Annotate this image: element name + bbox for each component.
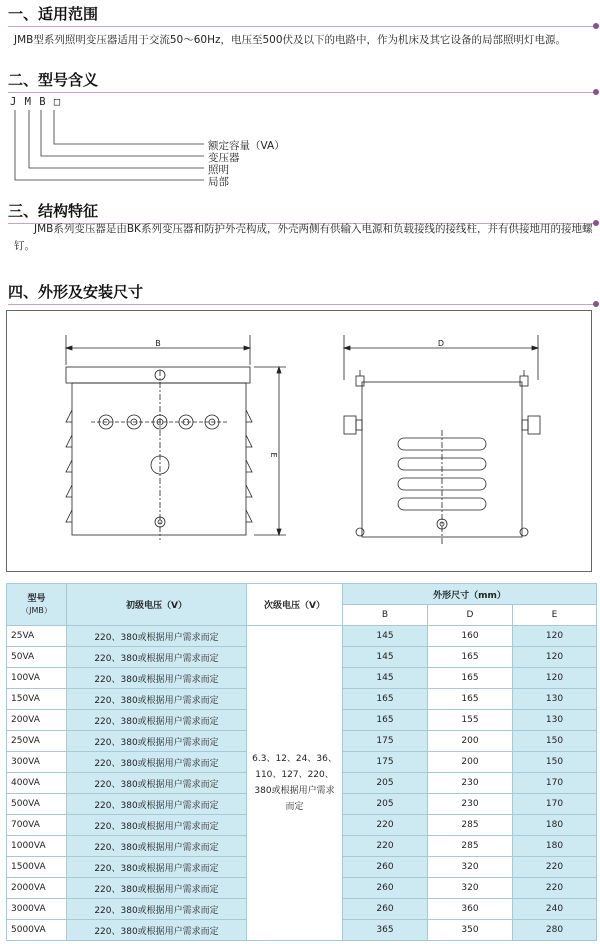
table-row: [7, 626, 597, 647]
table-cell: 260: [343, 857, 428, 878]
table-cell: 220: [513, 878, 597, 899]
section-title: 四、外形及安装尺寸: [8, 283, 144, 301]
table-cell: 220、380或根据用户需求而定: [67, 794, 247, 815]
table-cell: 120: [513, 668, 597, 689]
divider: [8, 26, 596, 27]
table-cell: 25VA: [7, 626, 67, 647]
table-cell: 220、380或根据用户需求而定: [67, 815, 247, 836]
label-local: 局部: [208, 176, 229, 188]
scope-text: JMB型系列照明变压器适用于交流50～60Hz，电压至500伏及以下的电路中，作为机床及其它设备的局部照明灯电源。: [14, 34, 567, 46]
table-cell: 145: [343, 647, 428, 668]
table-cell: 220、380或根据用户需求而定: [67, 773, 247, 794]
table-cell: 200: [428, 731, 513, 752]
table-cell: 280: [513, 920, 597, 941]
table-cell: 1500VA: [7, 857, 67, 878]
structure-text: [14, 221, 596, 255]
table-cell: 320: [428, 857, 513, 878]
table-cell: 230: [428, 794, 513, 815]
dimension-drawing: [6, 310, 592, 572]
table-cell: 220、380或根据用户需求而定: [67, 857, 247, 878]
table-cell: 180: [513, 836, 597, 857]
table-cell: 240: [513, 899, 597, 920]
spec-table: [6, 583, 597, 941]
header-model-sub: （JMB）: [21, 605, 52, 615]
header-d: D: [428, 605, 513, 626]
section-dimensions: [8, 282, 596, 306]
table-cell: 170: [513, 773, 597, 794]
table-cell: 120: [513, 626, 597, 647]
divider: [8, 92, 596, 93]
model-code: J M B □: [10, 96, 62, 108]
table-cell: 260: [343, 878, 428, 899]
table-cell: 205: [343, 794, 428, 815]
section-title: 二、型号含义: [8, 71, 99, 89]
table-cell: 285: [428, 836, 513, 857]
dim-b-label: B: [155, 339, 161, 348]
table-cell: 130: [513, 689, 597, 710]
dim-d-label: D: [437, 339, 445, 348]
section-title: 三、结构特征: [8, 202, 99, 220]
table-cell: 360: [428, 899, 513, 920]
table-cell: 220: [513, 857, 597, 878]
dim-e-label: E: [269, 452, 278, 458]
table-cell: 100VA: [7, 668, 67, 689]
table-cell: 220、380或根据用户需求而定: [67, 731, 247, 752]
table-cell: 165: [428, 668, 513, 689]
table-cell: 230: [428, 773, 513, 794]
table-cell: 320: [428, 878, 513, 899]
table-cell: 6.3、12、24、36、110、127、220、380或根据用户需求而定: [247, 626, 343, 941]
table-cell: 220、380或根据用户需求而定: [67, 920, 247, 941]
table-cell: 145: [343, 668, 428, 689]
header-model: [7, 584, 67, 626]
table-cell: 145: [343, 626, 428, 647]
section-title: 一、适用范围: [8, 5, 99, 23]
table-cell: 220、380或根据用户需求而定: [67, 752, 247, 773]
section-scope: [8, 4, 596, 52]
table-cell: 400VA: [7, 773, 67, 794]
table-cell: 220、380或根据用户需求而定: [67, 626, 247, 647]
table-cell: 175: [343, 752, 428, 773]
table-cell: 1000VA: [7, 836, 67, 857]
section-model-meaning: [8, 70, 596, 188]
header-b: B: [343, 605, 428, 626]
table-cell: 285: [428, 815, 513, 836]
table-cell: 5000VA: [7, 920, 67, 941]
label-capacity: 额定容量（VA）: [208, 140, 285, 152]
table-cell: 150VA: [7, 689, 67, 710]
table-cell: 165: [343, 710, 428, 731]
header-secondary: 次级电压（V）: [247, 584, 343, 626]
table-cell: 200VA: [7, 710, 67, 731]
table-cell: 150: [513, 752, 597, 773]
table-cell: 165: [343, 689, 428, 710]
table-cell: 220: [343, 815, 428, 836]
table-cell: 220、380或根据用户需求而定: [67, 878, 247, 899]
table-cell: 350: [428, 920, 513, 941]
table-cell: 365: [343, 920, 428, 941]
label-transformer: 变压器: [208, 152, 240, 164]
table-cell: 220: [343, 836, 428, 857]
table-cell: 120: [513, 647, 597, 668]
table-cell: 220、380或根据用户需求而定: [67, 899, 247, 920]
header-model-label: 型号: [27, 593, 46, 604]
table-cell: 180: [513, 815, 597, 836]
divider: [8, 304, 596, 305]
table-cell: 220、380或根据用户需求而定: [67, 836, 247, 857]
header-primary: 初级电压（V）: [67, 584, 247, 626]
table-cell: 150: [513, 731, 597, 752]
table-cell: 170: [513, 794, 597, 815]
table-cell: 130: [513, 710, 597, 731]
header-e: E: [513, 605, 597, 626]
structure-text-body: JMB系列变压器是由BK系列变压器和防护外壳构成，外壳两侧有供输入电源和负载接线的接线柱，并有供接地用的接地螺钉。: [14, 223, 593, 252]
table-cell: 200: [428, 752, 513, 773]
header-dims: 外形尺寸（mm）: [343, 584, 597, 605]
table-cell: 155: [428, 710, 513, 731]
table-cell: 220、380或根据用户需求而定: [67, 647, 247, 668]
table-cell: 2000VA: [7, 878, 67, 899]
table-cell: 3000VA: [7, 899, 67, 920]
table-cell: 165: [428, 689, 513, 710]
table-cell: 220、380或根据用户需求而定: [67, 689, 247, 710]
model-breakdown-lines: [8, 108, 208, 188]
table-cell: 205: [343, 773, 428, 794]
table-cell: 500VA: [7, 794, 67, 815]
table-cell: 300VA: [7, 752, 67, 773]
table-cell: 220、380或根据用户需求而定: [67, 710, 247, 731]
table-cell: 700VA: [7, 815, 67, 836]
table-cell: 250VA: [7, 731, 67, 752]
table-cell: 160: [428, 626, 513, 647]
table-cell: 260: [343, 899, 428, 920]
table-cell: 175: [343, 731, 428, 752]
section-structure: [8, 201, 596, 271]
label-lighting: 照明: [208, 164, 229, 176]
table-cell: 165: [428, 647, 513, 668]
table-cell: 50VA: [7, 647, 67, 668]
table-cell: 220、380或根据用户需求而定: [67, 668, 247, 689]
